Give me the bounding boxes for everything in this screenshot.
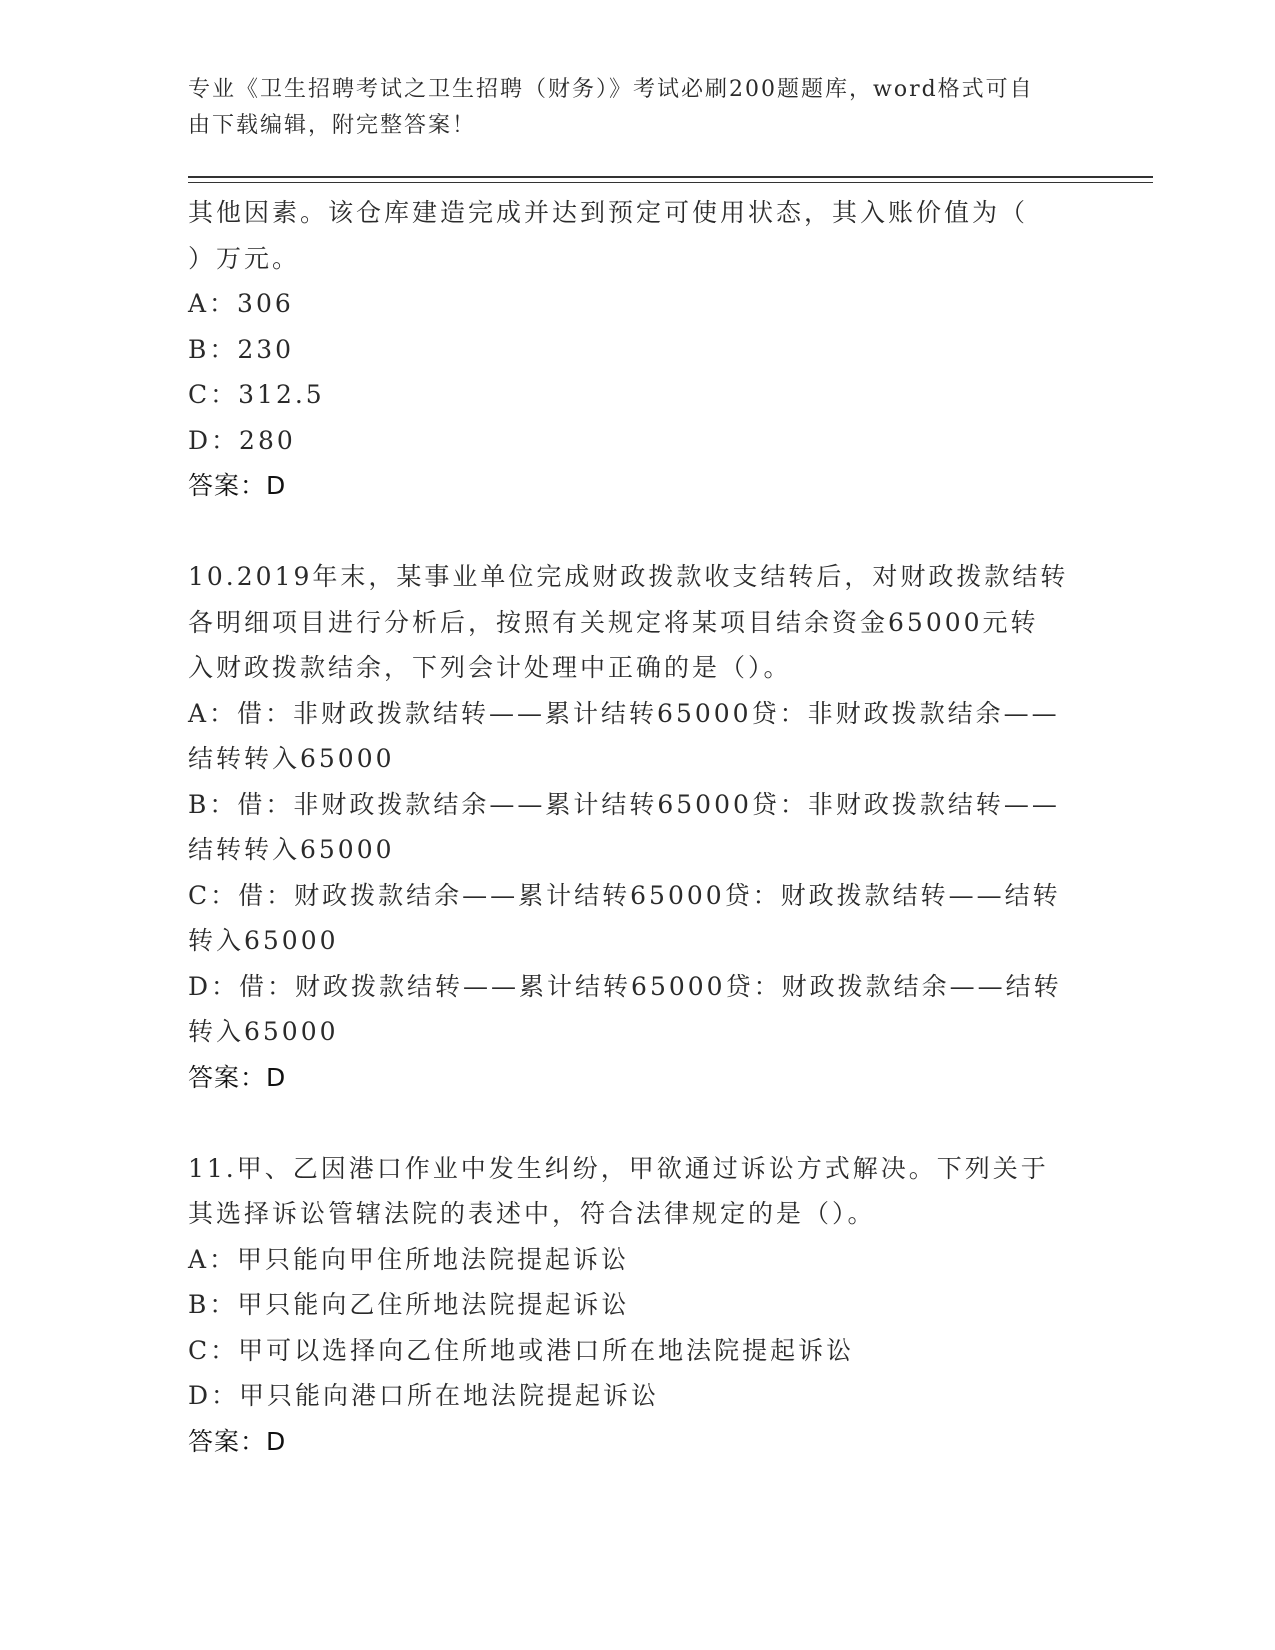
header-divider-thin [188, 182, 1153, 183]
question-stem-line: ）万元。 [188, 243, 301, 273]
question-gap [188, 1100, 1088, 1146]
option-b: B：甲只能向乙住所地法院提起诉讼 [188, 1290, 630, 1319]
option-c: C：借：财政拨款结余——累计结转65000贷：财政拨款结转——结转 [188, 880, 1061, 910]
option-c: C：甲可以选择向乙住所地或港口所在地法院提起诉讼 [188, 1335, 855, 1365]
option-d-continued: 转入65000 [188, 1017, 339, 1046]
question-11 [188, 1146, 1088, 1465]
answer-line: 答案：D [188, 1062, 287, 1092]
option-b: B：230 [188, 334, 295, 364]
question-list [188, 190, 1088, 1464]
option-d: D：280 [188, 425, 296, 455]
question-stem-line: 10.2019年末，某事业单位完成财政拨款收支结转后，对财政拨款结转 [188, 562, 1069, 591]
option-d: D：借：财政拨款结转——累计结转65000贷：财政拨款结余——结转 [188, 971, 1062, 1001]
option-b-continued: 结转转入65000 [188, 835, 395, 864]
option-c-continued: 转入65000 [188, 926, 339, 955]
option-d: D：甲只能向港口所在地法院提起诉讼 [188, 1381, 660, 1410]
question-stem-line: 各明细项目进行分析后，按照有关规定将某项目结余资金65000元转 [188, 607, 1039, 637]
option-c: C：312.5 [188, 380, 325, 409]
question-gap [188, 509, 1088, 555]
option-b: B：借：非财政拨款结余——累计结转65000贷：非财政拨款结转—— [188, 789, 1060, 819]
header-divider-thick [188, 176, 1153, 178]
question-stem-line: 入财政拨款结余，下列会计处理中正确的是（）。 [188, 653, 792, 682]
answer-line: 答案：D [188, 1426, 287, 1456]
question-stem-line: 其他因素。该仓库建造完成并达到预定可使用状态，其入账价值为（ [188, 198, 1029, 227]
question-10 [188, 554, 1088, 1100]
option-a: A：借：非财政拨款结转——累计结转65000贷：非财政拨款结余—— [188, 698, 1060, 728]
option-a-continued: 结转转入65000 [188, 744, 395, 773]
document-header [188, 72, 1068, 144]
question-stem-line: 其选择诉讼管辖法院的表述中，符合法律规定的是（）。 [188, 1199, 876, 1228]
question-stem-line: 11.甲、乙因港口作业中发生纠纷，甲欲通过诉讼方式解决。下列关于 [188, 1153, 1049, 1183]
answer-line: 答案：D [188, 471, 287, 500]
option-a: A：甲只能向甲住所地法院提起诉讼 [188, 1244, 630, 1274]
option-a: A：306 [188, 289, 294, 318]
header-line-1: 专业《卫生招聘考试之卫生招聘（财务）》考试必刷200题题库，word格式可自 [188, 77, 1034, 102]
header-line-2: 由下载编辑，附完整答案！ [188, 113, 477, 138]
question-9 [188, 190, 1088, 509]
